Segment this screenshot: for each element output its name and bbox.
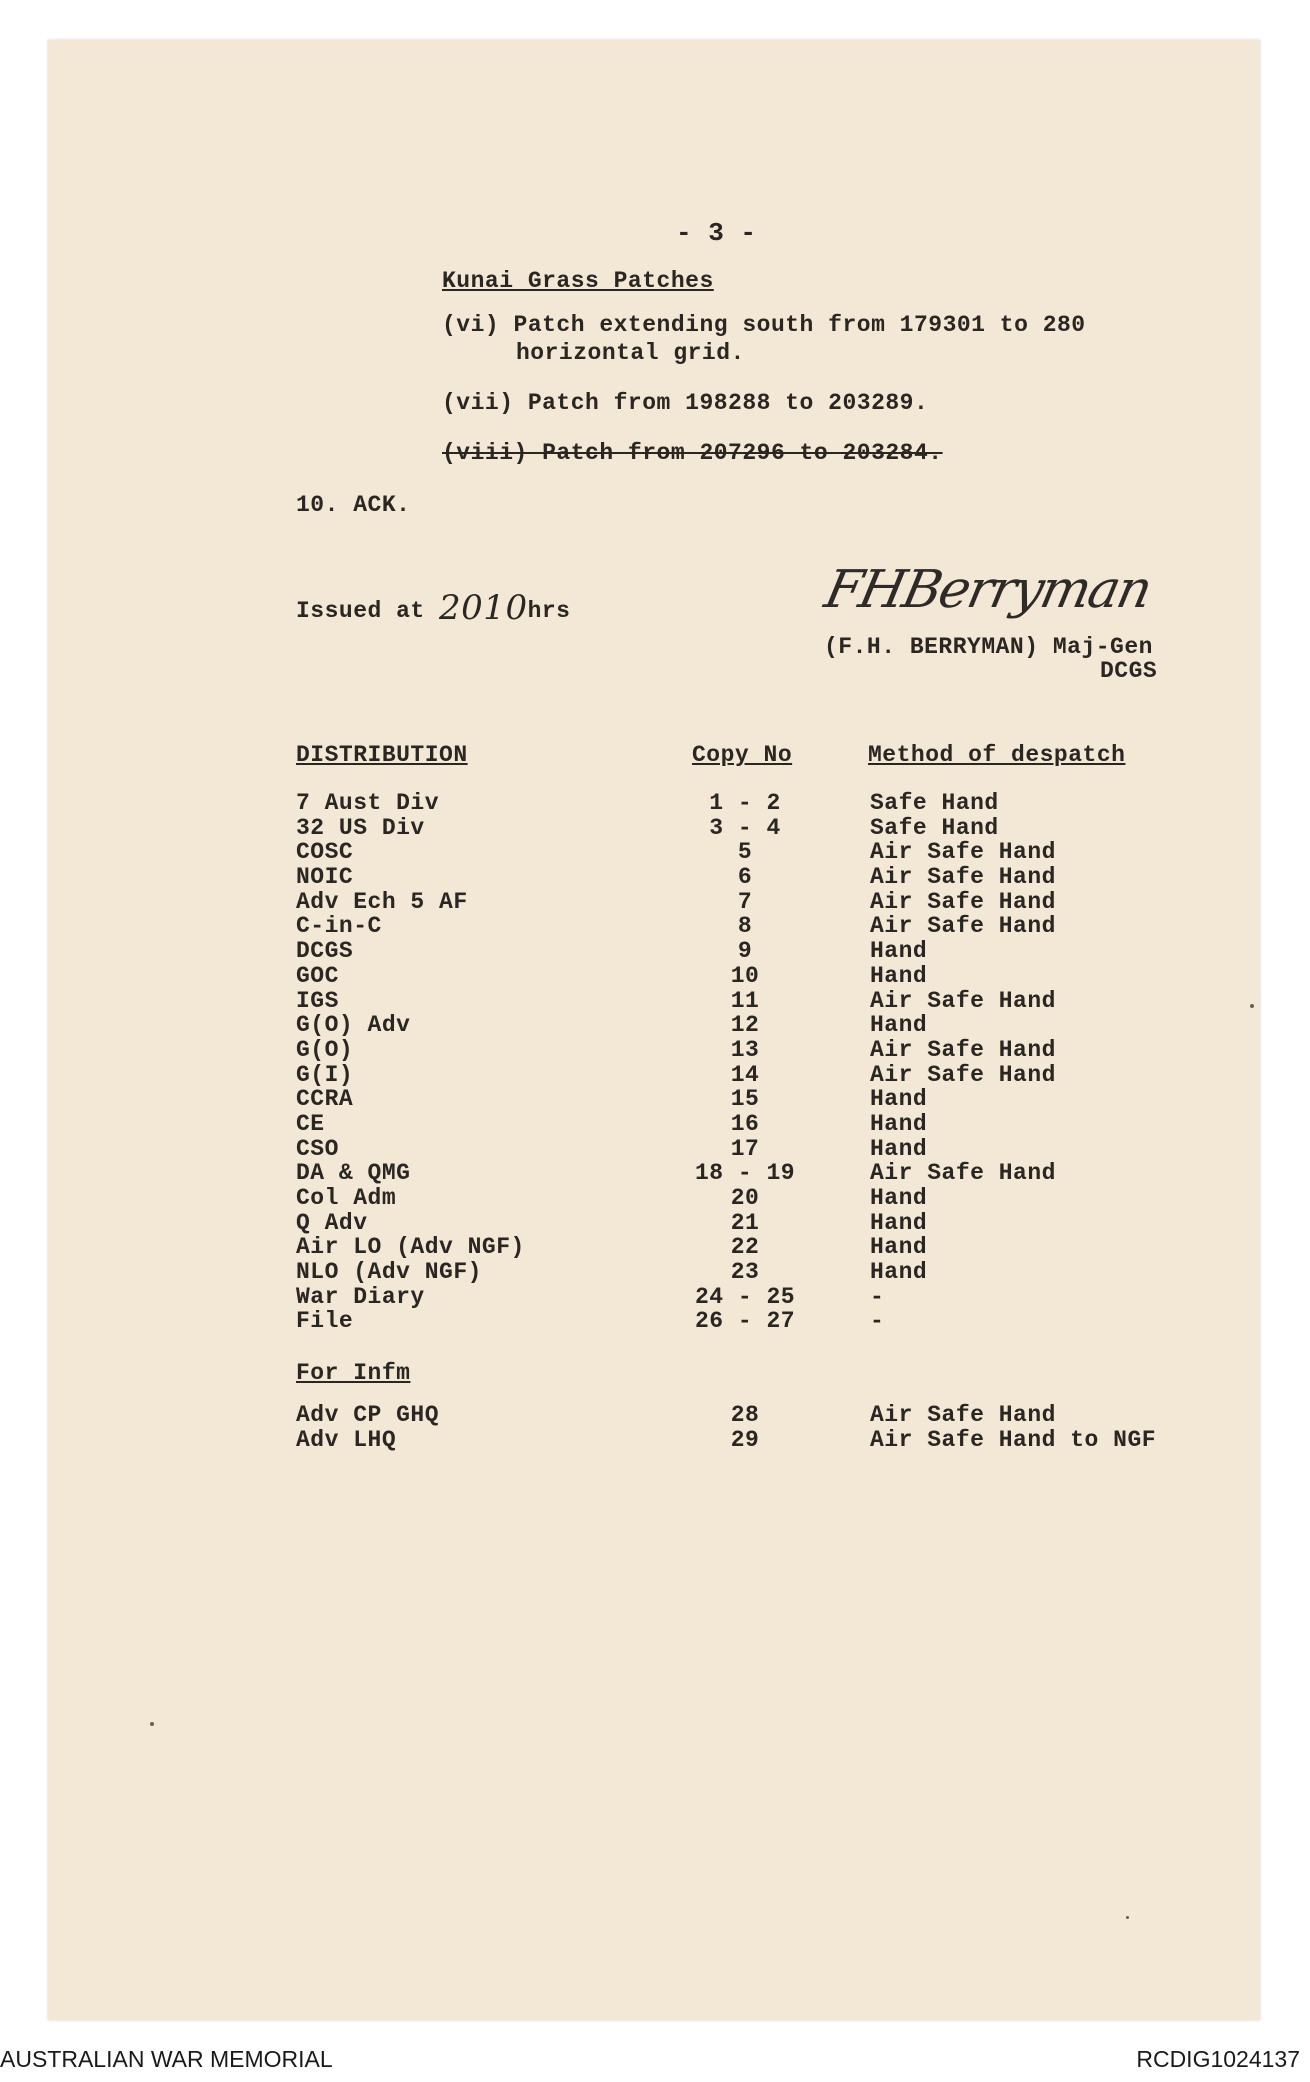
addressee-cell: Adv CP GHQ — [296, 1402, 440, 1428]
addressee-cell: CSO — [296, 1135, 339, 1162]
table-row — [0, 1160, 1310, 1185]
table-row — [0, 1111, 1310, 1136]
method-cell: Air Safe Hand — [870, 1402, 1056, 1428]
table-row — [0, 1427, 1310, 1452]
copy-no-cell: 8 — [737, 913, 753, 940]
addressee-cell: Adv LHQ — [296, 1426, 397, 1453]
signatory-appointment: DCGS — [1100, 658, 1158, 684]
method-header: Method of despatch — [868, 742, 1126, 768]
addressee-cell: 7 Aust Div — [296, 790, 440, 816]
item-vi-line2: horizontal grid. — [516, 340, 745, 366]
method-cell: Air Safe Hand to NGF — [870, 1426, 1157, 1453]
method-cell: Hand — [870, 1259, 928, 1286]
copy-no-cell: 9 — [737, 938, 753, 965]
addressee-cell: NOIC — [296, 864, 354, 891]
issued-time-handwritten: 2010 — [439, 588, 528, 628]
copy-no-cell: 22 — [730, 1234, 760, 1261]
copy-no-cell: 1 - 2 — [709, 790, 781, 816]
addressee-cell: GOC — [296, 962, 339, 989]
method-cell: Safe Hand — [870, 814, 999, 841]
table-row — [0, 864, 1310, 889]
item-viii-struck: (viii) Patch from 207296 to 203284. — [442, 440, 943, 466]
method-cell: Air Safe Hand — [870, 1061, 1056, 1088]
paper-speck — [1126, 1916, 1129, 1919]
table-row — [0, 1086, 1310, 1111]
method-cell: Hand — [870, 1185, 928, 1211]
copy-no-cell: 6 — [737, 864, 753, 891]
issued-suffix: hrs — [527, 598, 571, 624]
method-cell: Hand — [870, 1234, 928, 1261]
copy-no-cell: 18 - 19 — [694, 1160, 796, 1187]
copy-no-cell: 15 — [730, 1086, 760, 1113]
copy-no-cell: 20 — [730, 1185, 760, 1211]
issued-line — [296, 586, 571, 626]
addressee-cell: C-in-C — [296, 913, 382, 940]
table-row — [0, 1308, 1310, 1333]
method-cell: Air Safe Hand — [870, 888, 1056, 915]
table-row — [0, 938, 1310, 963]
handwritten-signature: FHBerryman — [819, 560, 1156, 620]
table-row — [0, 889, 1310, 914]
method-cell: Hand — [870, 938, 928, 965]
copy-no-cell: 17 — [730, 1135, 760, 1162]
table-row — [0, 1062, 1310, 1087]
table-row — [0, 1259, 1310, 1284]
table-row — [0, 790, 1310, 815]
method-cell: Hand — [870, 1135, 928, 1162]
item-vii: (vii) Patch from 198288 to 203289. — [442, 390, 929, 416]
addressee-cell: G(I) — [296, 1061, 354, 1088]
method-cell: - — [870, 1283, 885, 1310]
copy-no-cell: 16 — [730, 1110, 760, 1137]
copy-no-cell: 11 — [730, 987, 760, 1014]
copy-no-header: Copy No — [692, 742, 793, 768]
method-cell: Safe Hand — [870, 790, 999, 816]
copy-no-cell: 23 — [730, 1259, 760, 1286]
table-row — [0, 839, 1310, 864]
archive-credit: AUSTRALIAN WAR MEMORIAL — [0, 2046, 333, 2072]
table-row — [0, 1234, 1310, 1259]
table-row — [0, 1037, 1310, 1062]
addressee-cell: COSC — [296, 839, 354, 866]
for-infm-heading: For Infm — [296, 1360, 411, 1386]
paper-speck — [150, 1722, 154, 1726]
copy-no-cell: 7 — [737, 888, 753, 915]
addressee-cell: Q Adv — [296, 1209, 368, 1236]
section-heading: Kunai Grass Patches — [442, 268, 714, 294]
addressee-cell: NLO (Adv NGF) — [296, 1259, 482, 1286]
method-cell: Air Safe Hand — [870, 1160, 1056, 1187]
addressee-cell: G(O) — [296, 1036, 354, 1063]
copy-no-cell: 24 - 25 — [694, 1283, 796, 1310]
copy-no-cell: 3 - 4 — [709, 814, 781, 841]
addressee-cell: DA & QMG — [296, 1160, 411, 1187]
distribution-list — [0, 790, 1310, 1333]
addressee-cell: 32 US Div — [296, 814, 425, 841]
addressee-cell: IGS — [296, 987, 339, 1014]
copy-no-cell: 13 — [730, 1036, 760, 1063]
item-vi-line1: (vi) Patch extending south from 179301 to 280 — [442, 312, 1086, 338]
distribution-header: DISTRIBUTION — [296, 742, 468, 768]
signatory-name: (F.H. BERRYMAN) Maj-Gen — [824, 634, 1153, 660]
table-row — [0, 913, 1310, 938]
copy-no-cell: 29 — [730, 1426, 760, 1453]
table-row — [0, 1402, 1310, 1427]
addressee-cell: G(O) Adv — [296, 1012, 411, 1039]
table-row — [0, 815, 1310, 840]
table-row — [0, 1185, 1310, 1210]
copy-no-cell: 5 — [737, 839, 753, 866]
method-cell: Air Safe Hand — [870, 987, 1056, 1014]
copy-no-cell: 12 — [730, 1012, 760, 1039]
page-number: - 3 - — [676, 218, 757, 248]
method-cell: Air Safe Hand — [870, 913, 1056, 940]
copy-no-cell: 14 — [730, 1061, 760, 1088]
method-cell: Hand — [870, 1012, 928, 1039]
method-cell: Hand — [870, 1209, 928, 1236]
paragraph-10: 10. ACK. — [296, 492, 411, 518]
table-row — [0, 1210, 1310, 1235]
table-row — [0, 963, 1310, 988]
copy-no-cell: 21 — [730, 1209, 760, 1236]
issued-label: Issued at — [296, 598, 425, 624]
addressee-cell: File — [296, 1308, 354, 1335]
addressee-cell: CE — [296, 1110, 325, 1137]
archive-reference: RCDIG1024137 — [1136, 2046, 1300, 2072]
method-cell: Air Safe Hand — [870, 1036, 1056, 1063]
method-cell: Hand — [870, 1110, 928, 1137]
addressee-cell: DCGS — [296, 938, 354, 965]
method-cell: Hand — [870, 1086, 928, 1113]
addressee-cell: CCRA — [296, 1086, 354, 1113]
method-cell: Air Safe Hand — [870, 839, 1056, 866]
table-row — [0, 988, 1310, 1013]
copy-no-cell: 28 — [730, 1402, 760, 1428]
copy-no-cell: 26 - 27 — [694, 1308, 796, 1335]
addressee-cell: Air LO (Adv NGF) — [296, 1234, 525, 1261]
table-row — [0, 1136, 1310, 1161]
method-cell: - — [870, 1308, 885, 1335]
addressee-cell: War Diary — [296, 1283, 425, 1310]
method-cell: Hand — [870, 962, 928, 989]
addressee-cell: Col Adm — [296, 1185, 397, 1211]
table-row — [0, 1012, 1310, 1037]
copy-no-cell: 10 — [730, 962, 760, 989]
for-infm-list — [0, 1402, 1310, 1451]
method-cell: Air Safe Hand — [870, 864, 1056, 891]
table-row — [0, 1284, 1310, 1309]
paper-speck — [1250, 1004, 1254, 1008]
addressee-cell: Adv Ech 5 AF — [296, 888, 468, 915]
